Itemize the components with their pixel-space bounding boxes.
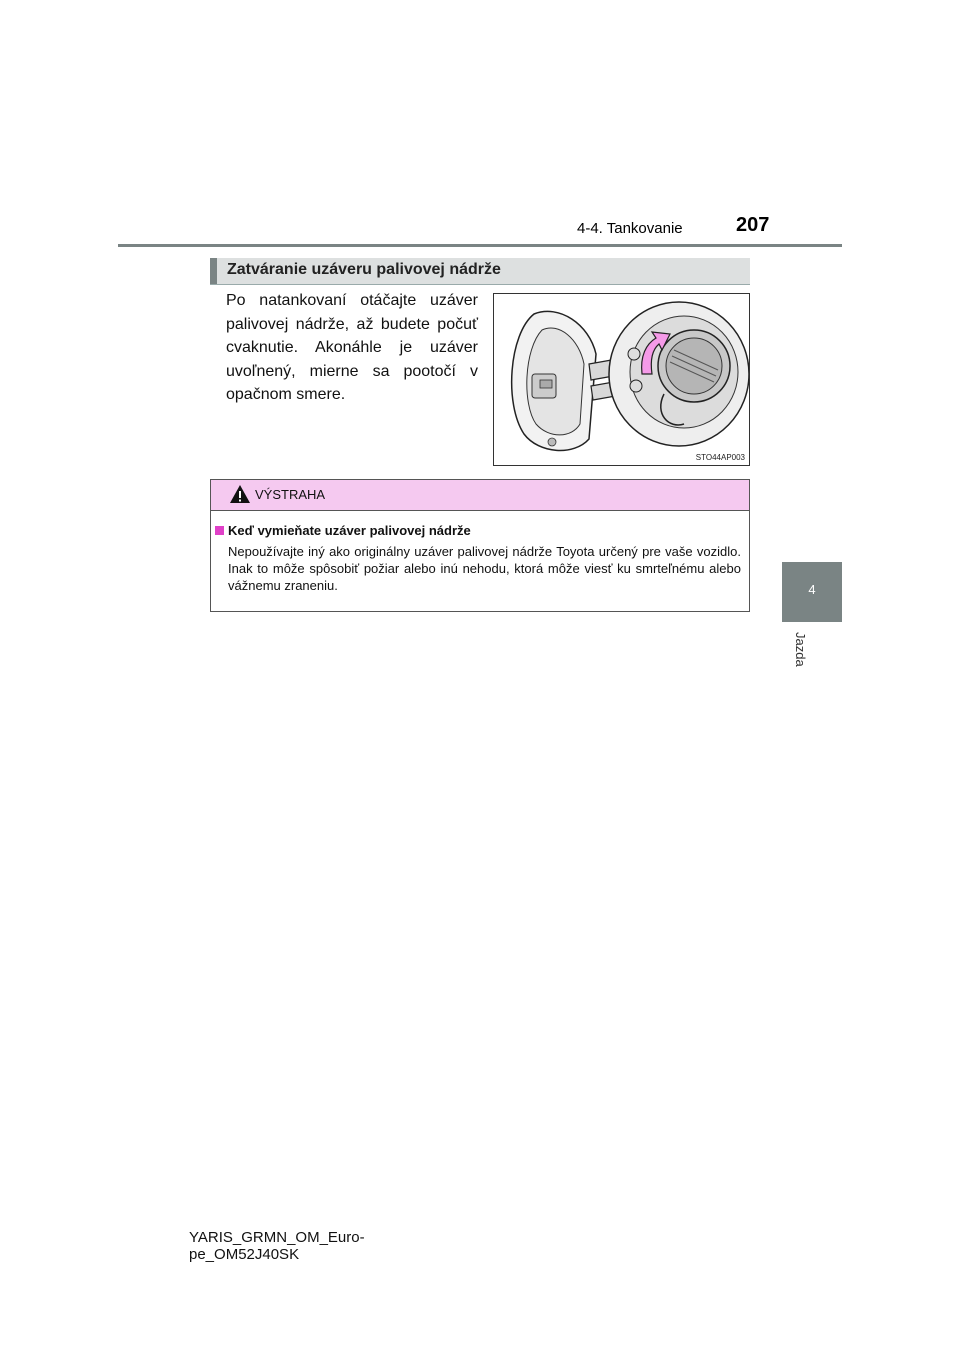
footer-line-1: YARIS_GRMN_OM_Euro-	[189, 1229, 365, 1246]
chapter-tab	[782, 562, 842, 622]
fuel-cap-figure	[493, 293, 750, 466]
warning-item-title-text: Keď vymieňate uzáver palivovej nádrže	[228, 523, 471, 538]
chapter-tab-number: 4	[808, 582, 816, 597]
warning-triangle-icon	[229, 484, 251, 504]
fuel-cap-illustration	[494, 294, 749, 465]
warning-title: VÝSTRAHA	[255, 487, 326, 502]
chapter-tab-label: Jazda	[793, 632, 808, 667]
body-paragraph: Po natankovaní otáčajte uzáver palivovej nádrže, až budete počuť cvaknutie. Akonáhle je uzáver uvoľnený, mierne sa pootočí v opačnom smere.	[226, 292, 478, 403]
warning-header	[211, 480, 749, 511]
header-rule	[118, 244, 842, 247]
bullet-square-icon	[215, 526, 224, 535]
warning-box	[210, 479, 750, 612]
footer-line-2: pe_OM52J40SK	[189, 1246, 300, 1263]
section-heading	[210, 258, 750, 284]
figure-code: STO44AP003	[695, 453, 745, 462]
footer-document-id	[189, 1229, 365, 1263]
page-number: 207	[736, 214, 770, 236]
section-heading-text: Zatváranie uzáveru palivovej nádrže	[227, 261, 501, 278]
section-heading-underline	[210, 284, 750, 285]
warning-item-text: Nepoužívajte iný ako originálny uzáver palivovej nádrže Toyota určený pre vaše vozidlo. Inak to môže spôsobiť požiar alebo inú nehodu, ktorá môže viesť ku smrteľnému alebo vážnemu zraneniu.	[228, 544, 741, 593]
warning-item-title	[215, 523, 471, 538]
header-section-title: 4-4. Tankovanie	[577, 220, 683, 237]
